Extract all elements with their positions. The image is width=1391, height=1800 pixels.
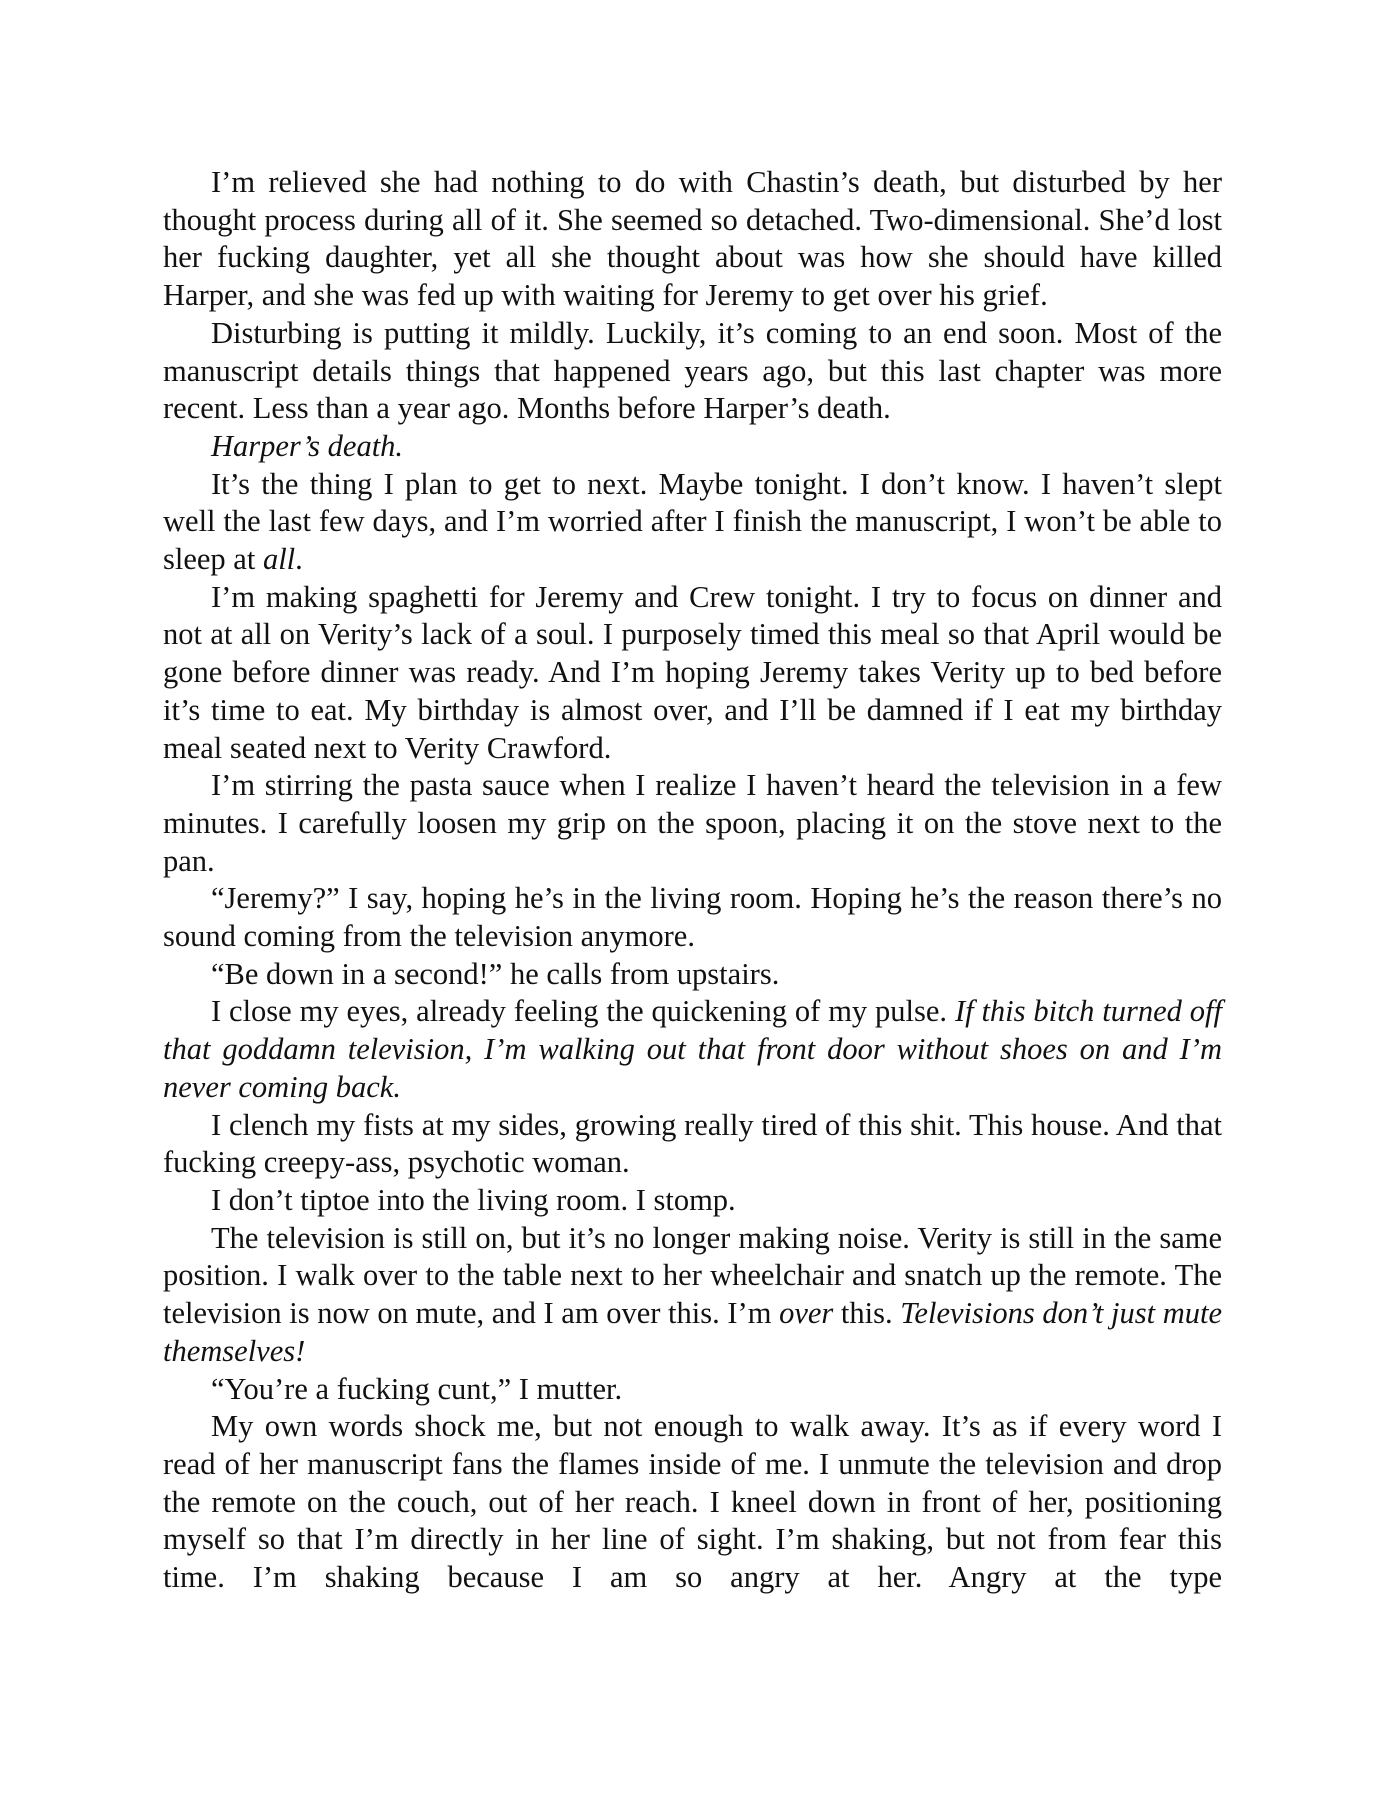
italic-text: If this bitch turned off that goddamn television, I’m walking out that front door without shoes on and I’m never coming back. [163, 994, 1222, 1104]
paragraph [163, 880, 1222, 955]
text-segment: . [295, 542, 303, 577]
text-segment: I’m stirring the pasta sauce when I realize I haven’t heard the television in a few minutes. I carefully loosen my grip on the spoon, placing it on the stove next to the pan. [163, 768, 1222, 878]
paragraph [163, 466, 1222, 579]
text-segment: I’m making spaghetti for Jeremy and Crew tonight. I try to focus on dinner and not at all on Verity’s lack of a soul. I purposely timed this meal so that April would be gone before dinner was ready. And I’m hoping Jeremy takes Verity up to bed before it’s time to eat. My birthday is almost over, and I’ll be damned if I eat my birthday meal seated next to Verity Crawford. [163, 579, 1222, 765]
paragraph [163, 1371, 1222, 1409]
paragraph [163, 993, 1222, 1106]
text-segment: I don’t tiptoe into the living room. I stomp. [211, 1182, 736, 1217]
paragraph [163, 428, 1222, 466]
text-segment: this. [833, 1296, 901, 1331]
paragraph [163, 1408, 1222, 1597]
paragraph [163, 1220, 1222, 1371]
paragraph [163, 315, 1222, 428]
text-segment: “You’re a fucking cunt,” I mutter. [211, 1371, 623, 1406]
italic-text: Harper’s death. [211, 428, 404, 463]
paragraph [163, 164, 1222, 315]
text-segment: “Be down in a second!” he calls from upstairs. [211, 956, 780, 991]
paragraph [163, 579, 1222, 768]
text-segment: I clench my fists at my sides, growing really tired of this shit. This house. And that fucking creepy-ass, psychotic woman. [163, 1107, 1222, 1180]
italic-text: Televisions don’t just mute themselves! [163, 1296, 1222, 1368]
text-segment: Disturbing is putting it mildly. Luckily, it’s coming to an end soon. Most of the manuscript details things that happened years ago, but this last chapter was more recent. Less than a year ago. Months before Harper’s death. [163, 315, 1222, 426]
italic-text: all [262, 542, 296, 577]
text-segment: My own words shock me, but not enough to walk away. It’s as if every word I read of her manuscript fans the flames inside of me. I unmute the television and drop the remote on the couch, out of her reach. I kneel down in front of her, positioning myself so that I’m directly in her line of sight. I’m shaking, but not from fear this time. I’m shaking because I am so angry at her. Angry at the type [163, 1409, 1222, 1595]
page-body-text [163, 164, 1222, 1597]
paragraph [163, 956, 1222, 994]
text-segment: I’m relieved she had nothing to do with Chastin’s death, but disturbed by her thought process during all of it. She seemed so detached. Two-dimensional. She’d lost her fucking daughter, yet all she thought about was how she should have killed Harper, and she was fed up with waiting for Jeremy to get over his grief. [163, 165, 1222, 313]
text-segment: “Jeremy?” I say, hoping he’s in the living room. Hoping he’s the reason there’s no sound coming from the television anymore. [163, 881, 1222, 954]
text-segment: The television is still on, but it’s no longer making noise. Verity is still in the same position. I walk over to the table next to her wheelchair and snatch up the remote. The television is now on mute, and I am over this. I’m [163, 1220, 1222, 1331]
text-segment: It’s the thing I plan to get to next. Maybe tonight. I don’t know. I haven’t slept well the last few days, and I’m worried after I finish the manuscript, I won’t be able to sleep at [163, 466, 1222, 577]
text-segment: I close my eyes, already feeling the quickening of my pulse. [211, 994, 955, 1029]
paragraph [163, 1182, 1222, 1220]
paragraph [163, 767, 1222, 880]
italic-text: over [779, 1296, 834, 1331]
paragraph [163, 1107, 1222, 1182]
